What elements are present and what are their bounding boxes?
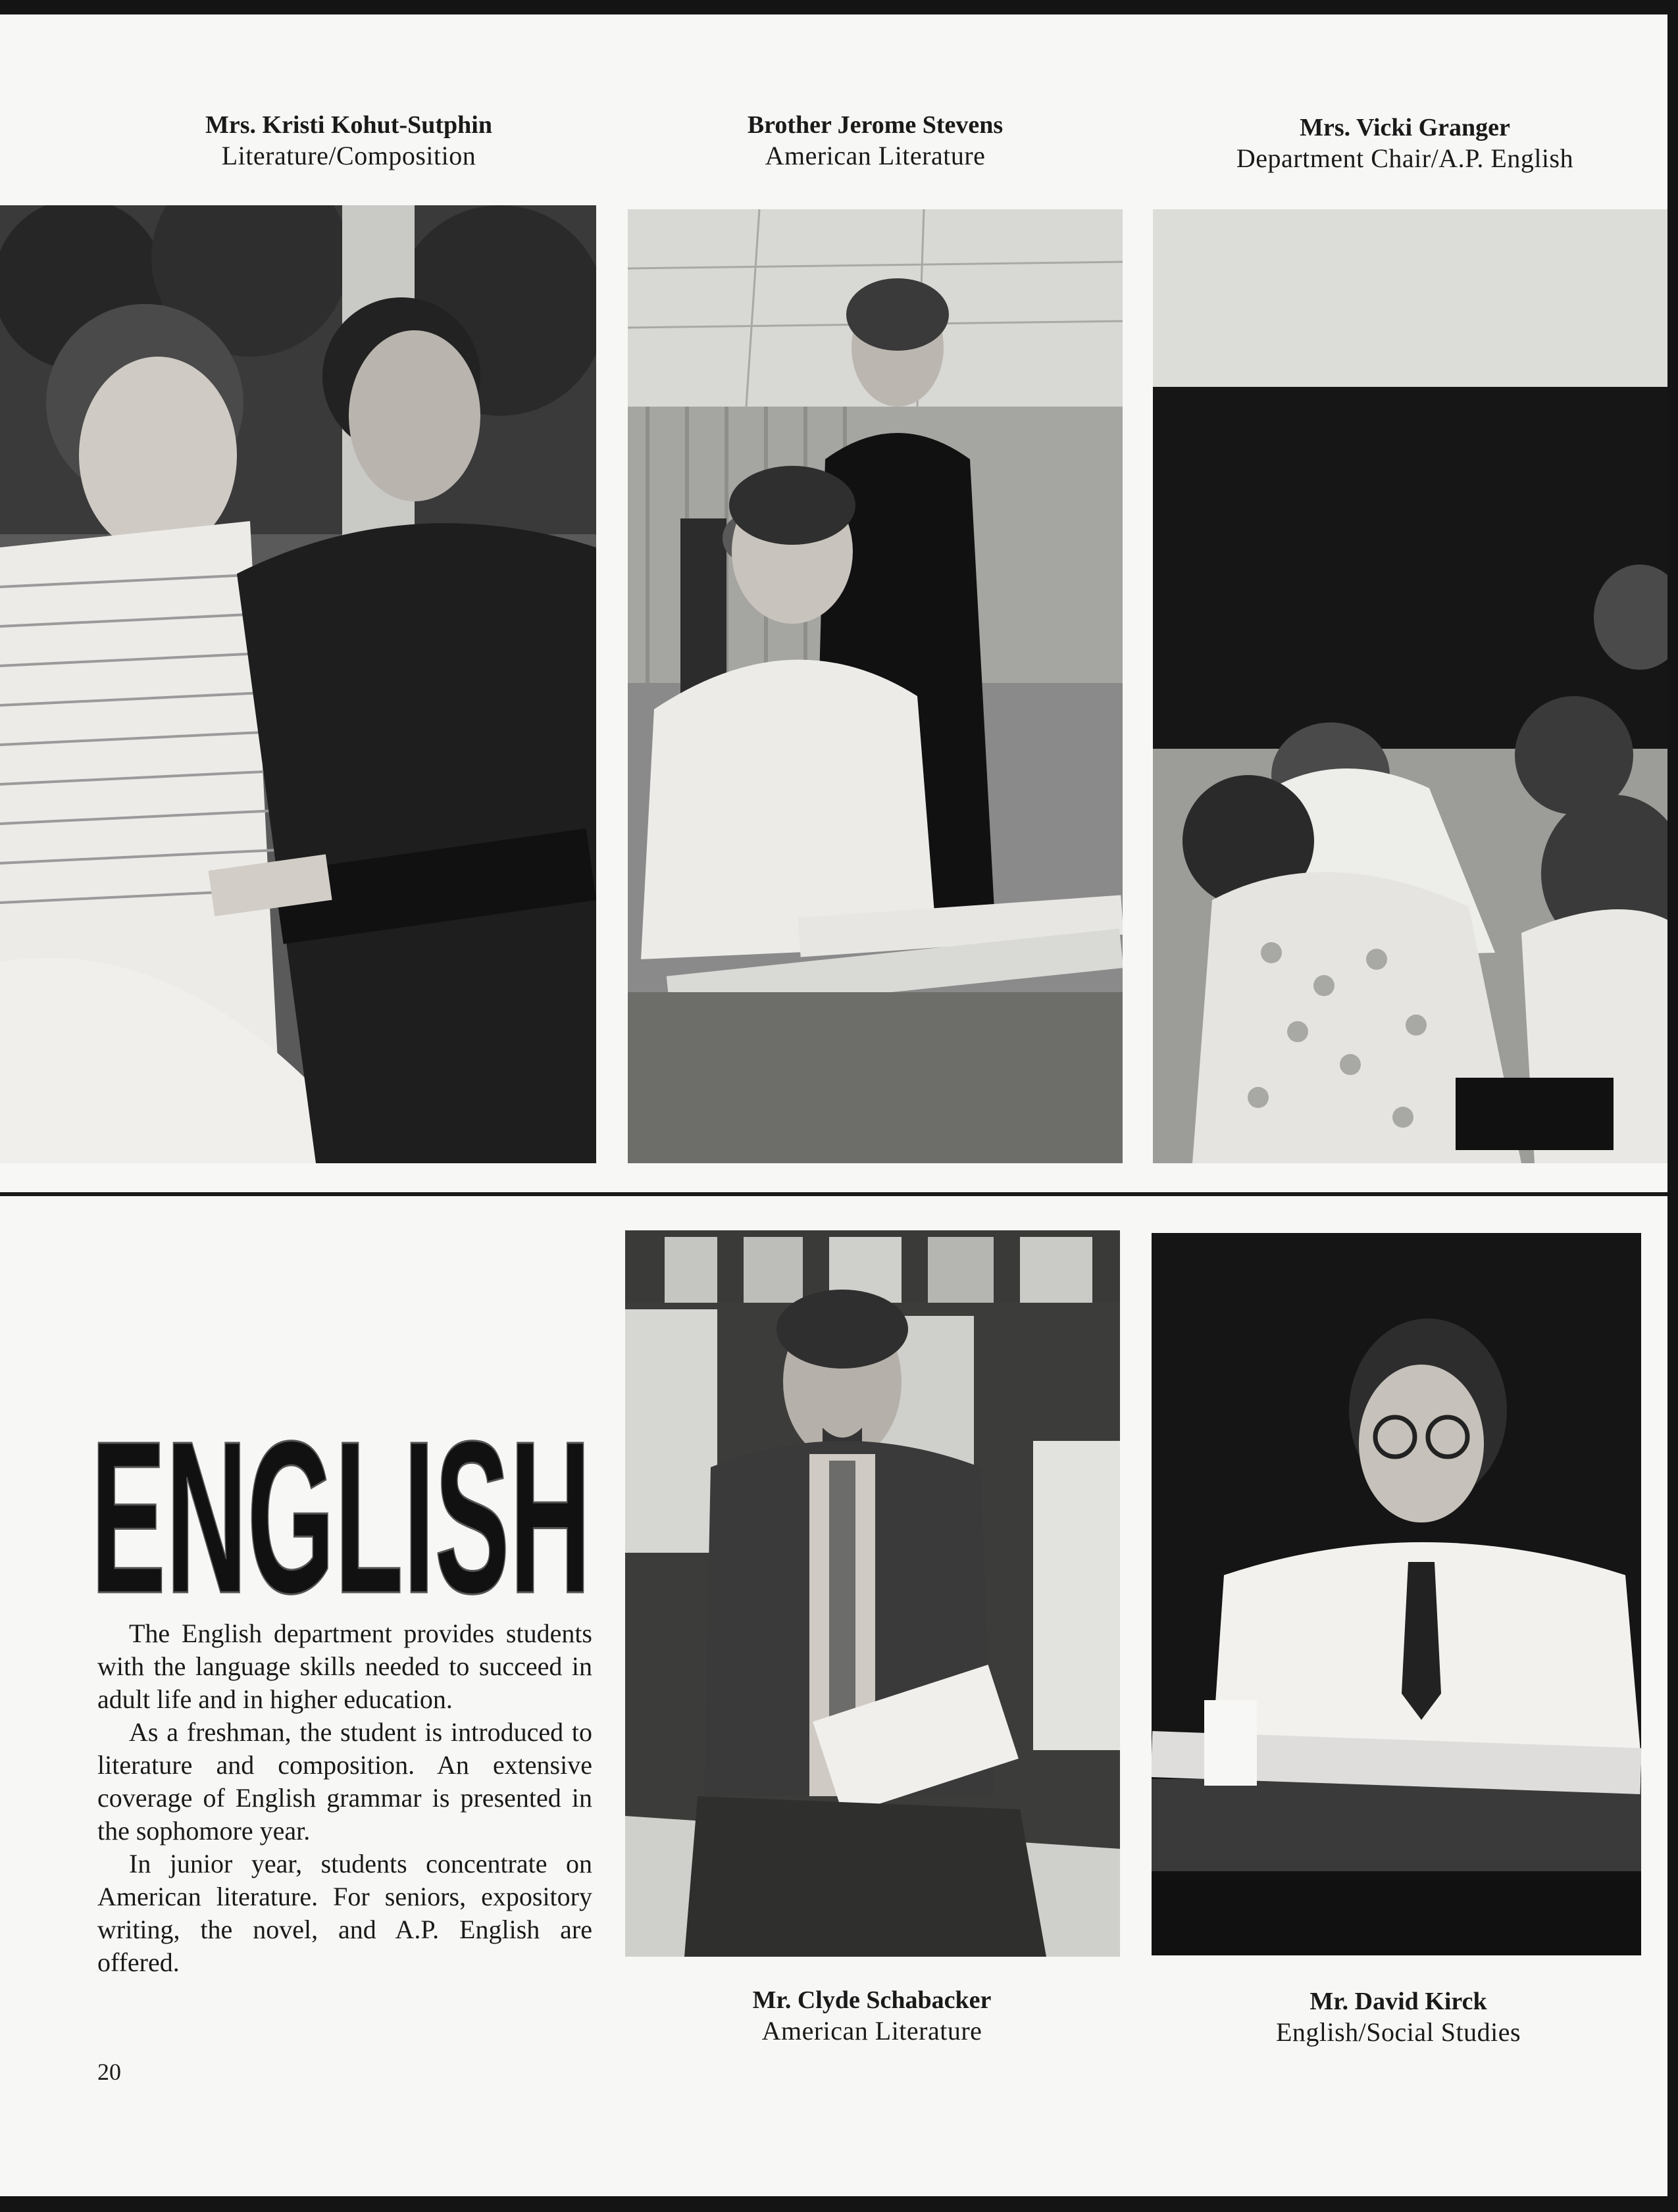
description-paragraph: The English department provides students with the language skills needed to succeed in adult life and in higher education. [97,1619,592,1714]
teacher-subject: American Literature [765,140,986,170]
caption-stevens [619,111,1132,171]
section-title: ENGLISH [91,1395,591,1605]
photo-granger-classroom [1153,209,1667,1163]
page-number: 20 [97,2059,121,2085]
photo-kohut-sutphin-with-student [0,205,596,1163]
photo-kirck [1152,1233,1641,1955]
caption-granger [1145,113,1665,174]
teacher-subject: Literature/Composition [221,140,476,170]
teacher-name: Mrs. Vicki Granger [1300,114,1510,141]
department-description [97,1617,592,1979]
teacher-name: Mr. Clyde Schabacker [752,1986,992,2014]
description-paragraph: As a freshman, the student is introduced to literature and composition. An extensive coverage of English grammar is presented in the sophomore year. [97,1717,592,1846]
teacher-name: Mrs. Kristi Kohut-Sutphin [205,111,493,139]
description-paragraph: In junior year, students concentrate on American literature. For seniors, expository writing, the novel, and A.P. English are offered. [97,1849,592,1977]
section-title-block [91,1237,591,1605]
bottom-border [0,2196,1678,2212]
teacher-name: Mr. David Kirck [1309,1988,1487,2015]
teacher-subject: Department Chair/A.P. English [1236,143,1574,173]
teacher-subject: American Literature [761,2015,982,2046]
caption-kohut-sutphin [92,111,605,171]
teacher-name: Brother Jerome Stevens [747,111,1004,139]
caption-schabacker [619,1986,1125,2046]
caption-kirck [1145,1987,1652,2048]
teacher-subject: English/Social Studies [1275,2017,1521,2047]
section-divider [0,1192,1667,1196]
photo-stevens-classroom [628,209,1123,1163]
top-border [0,0,1678,14]
photo-schabacker [625,1230,1120,1957]
right-border [1667,0,1678,2212]
